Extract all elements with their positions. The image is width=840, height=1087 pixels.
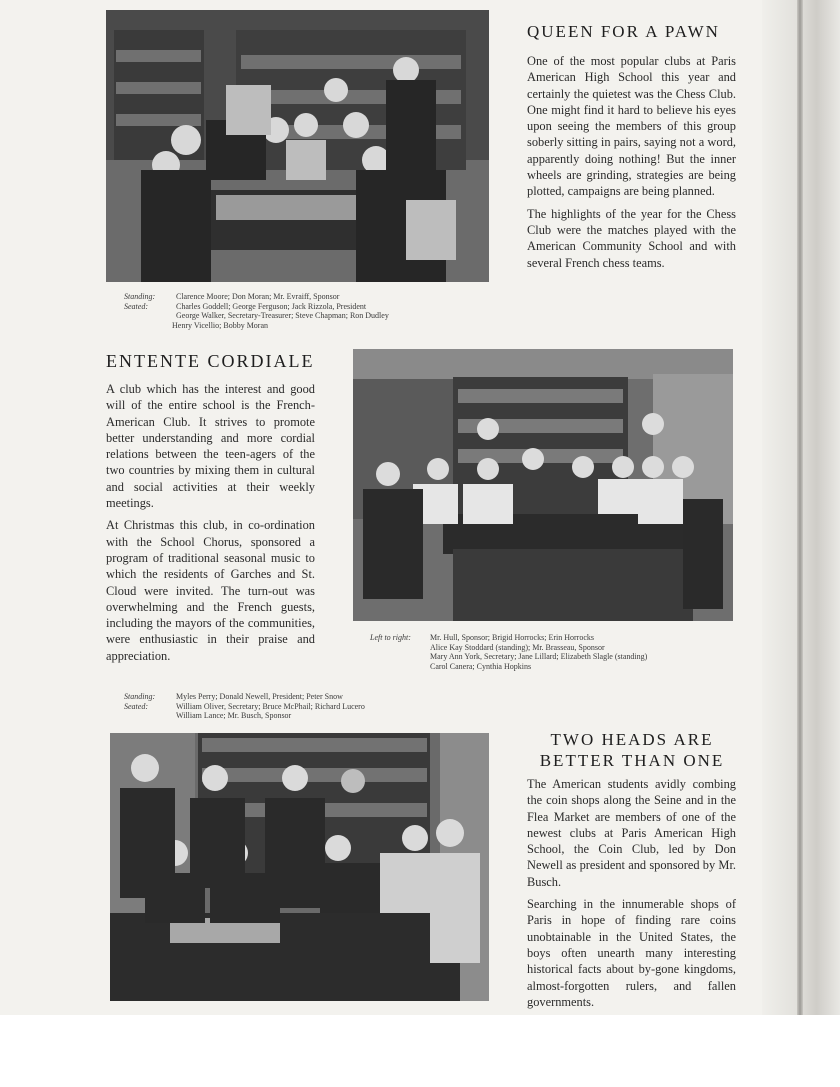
chess-club-article bbox=[527, 53, 736, 277]
caption-names: Henry Vicellio; Bobby Moran bbox=[172, 320, 269, 330]
caption-label-standing: Standing: bbox=[124, 292, 156, 301]
caption-names: George Walker, Secretary-Treasurer; Steve Chapman; Ron Dudley bbox=[176, 311, 389, 320]
coin-paragraph-1: The American students avidly combing the coin shops along the Seine and in the Flea Market are members of one of the newest clubs at Paris American High School, the Coin Club, led by Don Newell as president and sponsored by Mr. Busch. bbox=[527, 777, 736, 889]
french-photo-caption bbox=[370, 633, 740, 671]
book-spine-fold bbox=[797, 0, 803, 1015]
caption-label-seated: Seated: bbox=[124, 301, 148, 311]
coin-club-photo bbox=[110, 733, 489, 1001]
coin-paragraph-2: Searching in the innumerable shops of Paris in hope of finding rare coins unobtainable in the United States, the boys often unearth many interesting historical facts about by-gone kingdoms, almost-forgotten rulers, and fallen governments. bbox=[527, 897, 736, 1009]
caption-label-standing: Standing: bbox=[124, 692, 156, 701]
caption-names: William Lance; Mr. Busch, Sponsor bbox=[176, 711, 292, 720]
caption-names: William Oliver, Secretary; Bruce McPhail; Richard Lucero bbox=[176, 701, 365, 711]
french-club-heading: ENTENTE CORDIALE bbox=[106, 351, 315, 371]
chess-club-heading: QUEEN FOR A PAWN bbox=[527, 22, 720, 41]
caption-label-seated: Seated: bbox=[124, 701, 148, 711]
coin-heading-line-1: TWO HEADS ARE bbox=[550, 730, 714, 749]
chess-paragraph-1: One of the most popular clubs at Paris American High School this year and certainly the quietest was the Chess Club. One might find it hard to believe his eyes upon seeing the members of this group soberly sitting in pairs, saying not a word, apparently doing nothing! But the inner wheels are grinding, strategies are being plotted, campaigns are being planned. bbox=[527, 54, 736, 199]
french-paragraph-2: At Christmas this club, in co-ordination with the School Chorus, sponsored a program of traditional seasonal music to which the residents of Garches and St. Cloud were invited. The turn-out was overwhelming and the French guests, including the mayors of the communities, were enthusiastic in their praise and appreciation. bbox=[106, 518, 315, 663]
chess-paragraph-2: The highlights of the year for the Chess Club were the matches played with the American Community School and with several French chess teams. bbox=[527, 206, 736, 270]
caption-names: Alice Kay Stoddard (standing); Mr. Brasseau, Sponsor bbox=[430, 642, 605, 652]
french-club-photo bbox=[353, 349, 733, 621]
caption-names: Mr. Hull, Sponsor; Brigid Horrocks; Erin Horrocks bbox=[430, 633, 594, 642]
caption-names: Mary Ann York, Secretary; Jane Lillard; Elizabeth Slagle (standing) bbox=[430, 652, 648, 661]
caption-names: Carol Canera; Cynthia Hopkins bbox=[430, 661, 532, 671]
coin-photo-caption bbox=[124, 692, 484, 721]
french-paragraph-1: A club which has the interest and good will of the entire school is the French-American Club. It strives to promote better understanding and more cordial relations between the teen-agers of the two countries by mixing them in cultural and social activities at their weekly meetings. bbox=[106, 382, 315, 511]
caption-label-left-to-right: Left to right: bbox=[370, 633, 411, 642]
caption-names: Clarence Moore; Don Moran; Mr. Evraiff, Sponsor bbox=[176, 292, 340, 301]
chess-club-photo bbox=[106, 10, 489, 282]
caption-names: Myles Perry; Donald Newell, President; Peter Snow bbox=[176, 692, 343, 701]
chess-photo-caption bbox=[124, 292, 484, 330]
french-club-article bbox=[106, 381, 315, 670]
coin-heading-line-2: BETTER THAN ONE bbox=[539, 751, 725, 770]
coin-club-article bbox=[527, 776, 736, 1016]
caption-names: Charles Goddell; George Ferguson; Jack Rizzola, President bbox=[176, 301, 367, 311]
coin-club-heading bbox=[522, 729, 742, 771]
